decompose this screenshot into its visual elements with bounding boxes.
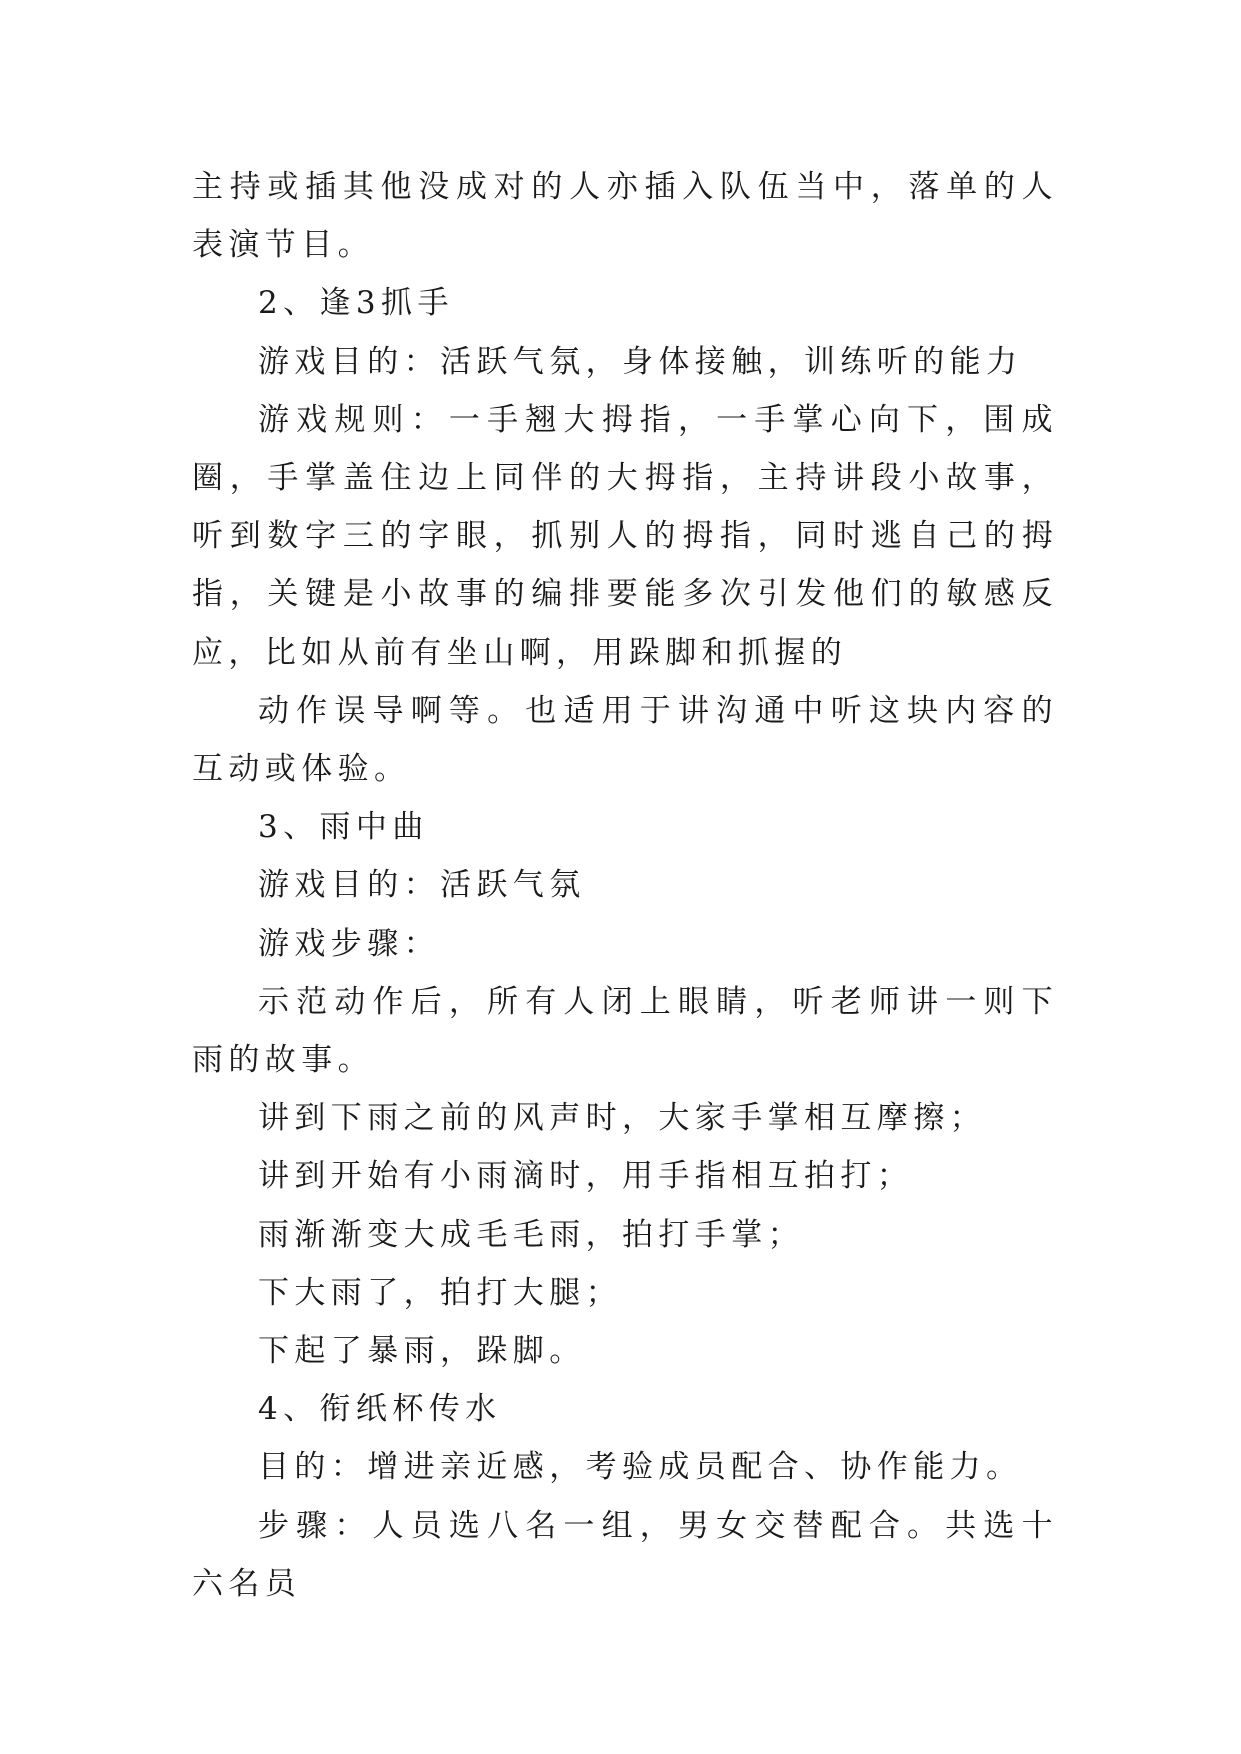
section-heading: 4、衔纸杯传水	[258, 1391, 502, 1428]
paragraph: 雨渐渐变大成毛毛雨，拍打手掌；	[258, 1216, 804, 1253]
paragraph: 下大雨了，拍打大腿；	[258, 1274, 622, 1311]
paragraph: 讲到下雨之前的风声时，大家手掌相互摩擦；	[258, 1100, 986, 1137]
paragraph: 游戏目的：活跃气氛	[258, 867, 586, 904]
paragraph: 讲到开始有小雨滴时，用手指相互拍打；	[258, 1158, 914, 1195]
body-text	[192, 158, 1058, 1613]
paragraph: 主持或插其他没成对的人亦插入队伍当中，落单的人表演节目。	[192, 169, 1058, 264]
section-heading: 2、逢3抓手	[258, 285, 454, 322]
paragraph: 下起了暴雨，跺脚。	[258, 1333, 586, 1370]
paragraph: 目的：增进亲近感，考验成员配合、协作能力。	[258, 1449, 1023, 1486]
paragraph: 动作误导啊等。也适用于讲沟通中听这块内容的互动或体验。	[192, 692, 1058, 788]
paragraph: 游戏目的：活跃气氛，身体接触，训练听的能力	[258, 343, 1023, 380]
paragraph: 游戏步骤：	[258, 925, 440, 962]
paragraph: 示范动作后，所有人闭上眼睛，听老师讲一则下雨的故事。	[192, 983, 1058, 1079]
paragraph: 游戏规则：一手翘大拇指，一手掌心向下，围成圈，手掌盖住边上同伴的大拇指，主持讲段小故事，听到数字三的字眼，抓别人的拇指，同时逃自己的拇指，关键是小故事的编排要能多次引发他们的敏感反应，比如从前有坐山啊，用跺脚和抓握的	[192, 401, 1058, 671]
section-heading: 3、雨中曲	[258, 809, 429, 846]
paragraph: 步骤：人员选八名一组，男女交替配合。共选十六名员	[192, 1507, 1058, 1602]
